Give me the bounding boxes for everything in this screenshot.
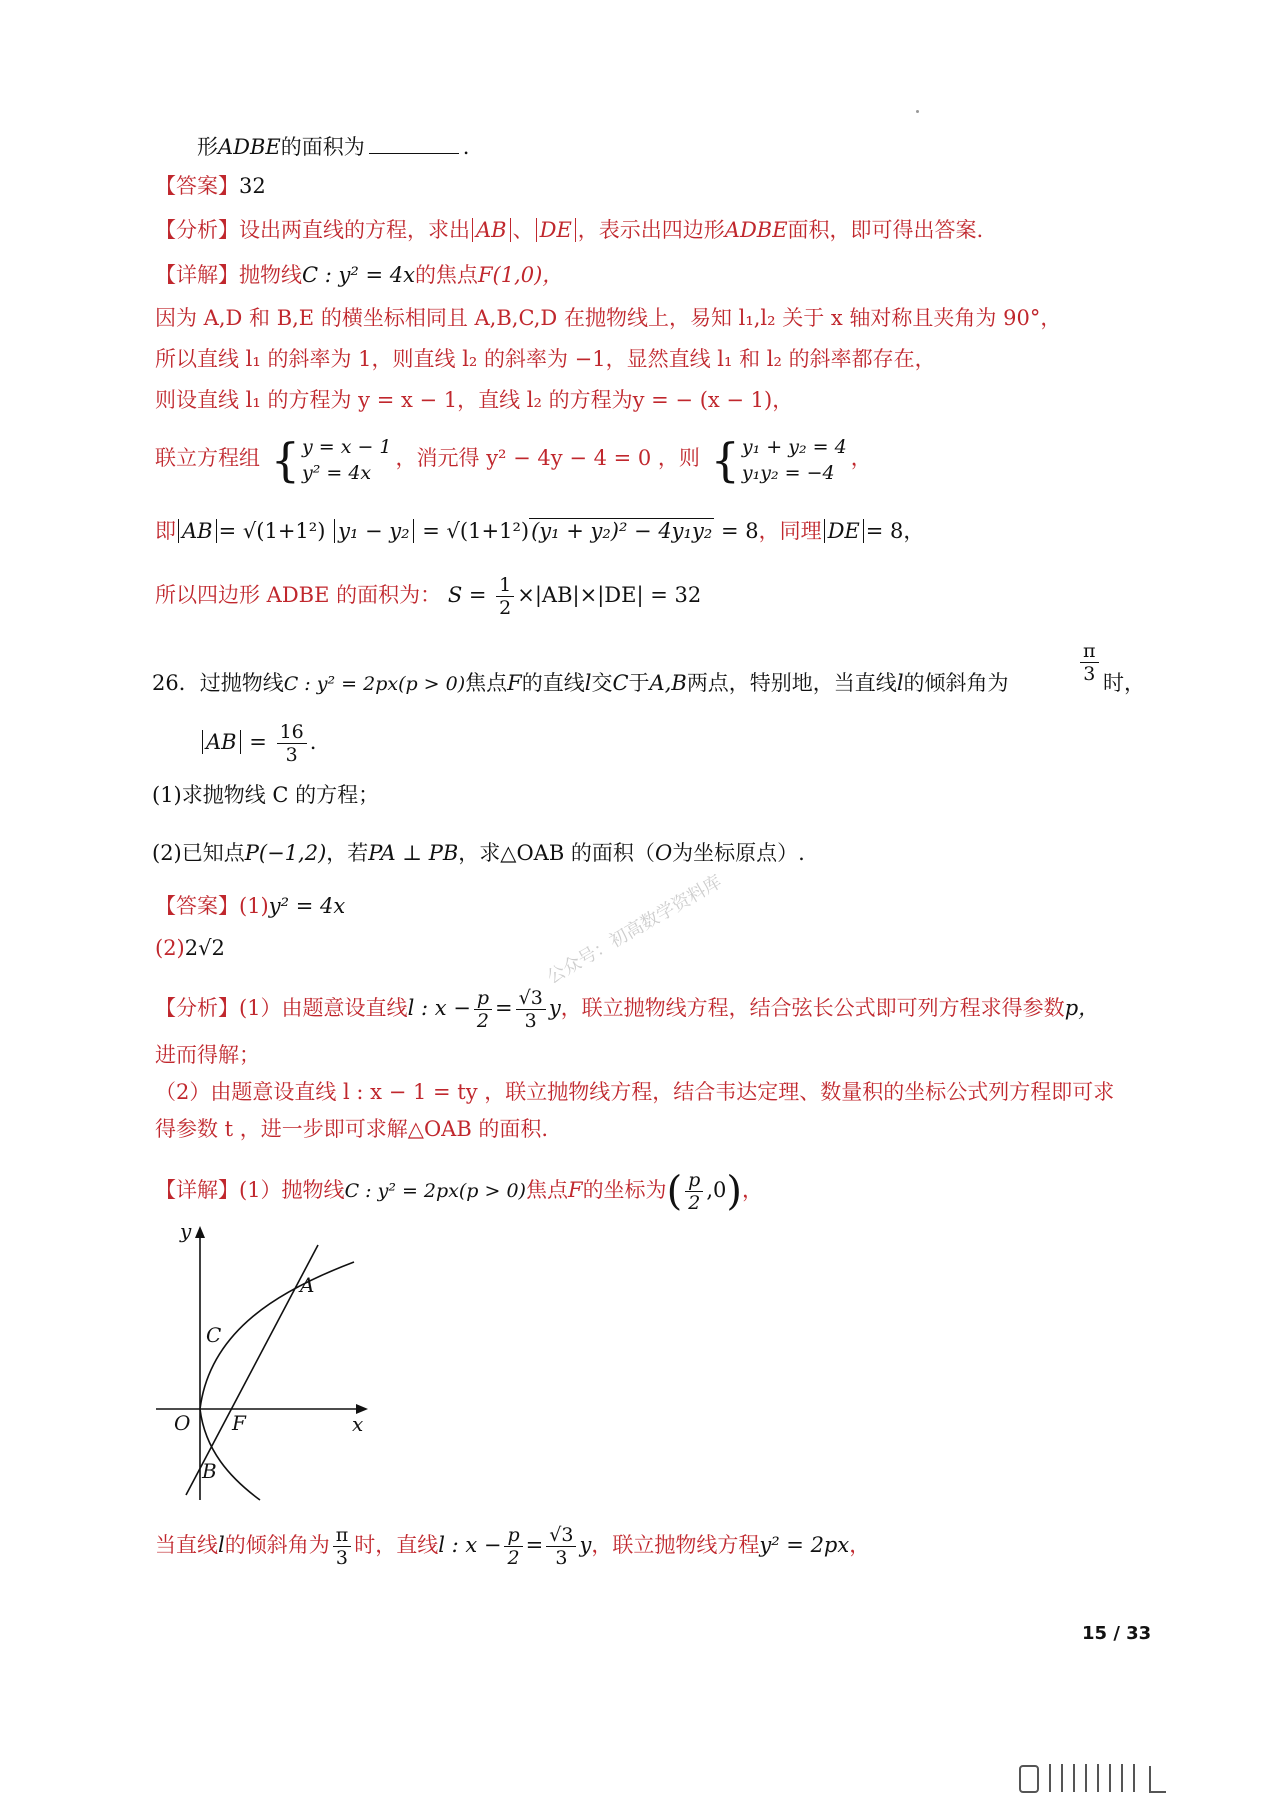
question-26-part-1: (1)求抛物线 C 的方程；: [152, 783, 380, 807]
fraction-p-over-2: $\frac{p}{2}$: [685, 1169, 703, 1214]
parabola-figure: [150, 1220, 380, 1510]
brace-symbol: {: [270, 432, 300, 487]
answer-2-part-1: 【答案】(1)y² = 4x: [155, 894, 346, 918]
brace-symbol: {: [710, 432, 740, 487]
answer-2-part-2: (2)2√2: [155, 936, 225, 960]
parabola-curve: [200, 1262, 354, 1500]
point-b-label: B: [202, 1459, 217, 1483]
left-paren: (: [666, 1168, 683, 1215]
detail-1-line-4: 则设直线 l₁ 的方程为 y = x − 1，直线 l₂ 的方程为y = − (x − 1)，: [155, 388, 794, 412]
detail-1-line-3: 所以直线 l₁ 的斜率为 1，则直线 l₂ 的斜率为 −1，显然直线 l₁ 和 l₂ 的斜率都存在，: [155, 347, 936, 371]
fraction-sqrt3-over-3: $\frac{√3}{3}$: [546, 1524, 576, 1569]
point-a-label: A: [300, 1273, 315, 1297]
analysis-1: 【分析】设出两直线的方程，求出 AB 、 DE ，表示出四边形ADBE面积，即可得出答案.: [155, 218, 984, 242]
question-26-time: 时，: [1103, 671, 1145, 695]
question-26-length: AB = $\frac{16}{3}$ .: [200, 712, 316, 772]
equation-system-1: { y = x − 1 y² = 4x: [270, 432, 392, 487]
watermark: 公众号：初高数学资料库: [543, 871, 726, 989]
fraction-p-over-2: $\frac{p}{2}$: [504, 1524, 522, 1569]
analysis-2-line-1: 【分析】(1）由题意设直线l : x − $\frac{p}{2}$ = $\frac{√3}{3}$ y，联立抛物线方程，结合弦长公式即可列方程求得参数p，: [155, 987, 1100, 1032]
detail-1-system: 联立方程组 { y = x − 1 y² = 4x ，消元得 y² − 4y − 4 = 0 ，则 { y₁ + y₂ = 4 y₁y₂ = −4 ，: [155, 432, 872, 487]
right-paren: ): [726, 1168, 742, 1215]
line-ab: [186, 1245, 318, 1495]
question-26: 26．过抛物线C : y² = 2px(p > 0)焦点F的直线l交C于A,B两点，特别地，当直线l的倾斜角为: [152, 671, 1009, 695]
y-axis-label: y: [180, 1220, 192, 1243]
fraction-pi-over-3: $\frac{\pi}{3}$: [1080, 640, 1099, 685]
fraction-half: $\frac{1}{2}$: [496, 574, 514, 619]
equation-system-2: { y₁ + y₂ = 4 y₁y₂ = −4: [710, 432, 847, 487]
origin-label: O: [174, 1411, 191, 1435]
question-26-part-2: (2)已知点P(−1,2)，若PA ⊥ PB，求△OAB 的面积（O为坐标原点）.: [152, 841, 805, 865]
page-number: 15 / 33: [1082, 1623, 1152, 1644]
fraction-p-over-2: $\frac{p}{2}$: [474, 987, 492, 1032]
detail-1-length: 即 AB = √(1+1²) y₁ − y₂ = √(1+1²)(y₁ + y₂)² − 4y₁y₂ = 8，同理 DE = 8，: [155, 519, 925, 543]
detail-1-line-1: 【详解】抛物线C : y² = 4x的焦点F(1,0)，: [155, 263, 564, 287]
fraction-sqrt3-over-3: $\frac{√3}{3}$: [516, 987, 546, 1032]
speck: [916, 110, 919, 113]
curve-c-label: C: [206, 1323, 222, 1347]
fraction-pi-over-3: $\frac{\pi}{3}$: [333, 1524, 352, 1569]
analysis-2-line-4: 得参数 t ，进一步即可求解△OAB 的面积.: [155, 1117, 549, 1141]
barcode-mark-icon: [1010, 1758, 1260, 1798]
analysis-2-line-2: 进而得解；: [155, 1043, 260, 1067]
detail-1-line-2: 因为 A,D 和 B,E 的横坐标相同且 A,B,C,D 在抛物线上，易知 l₁,l₂ 关于 x 轴对称且夹角为 90°，: [155, 306, 1062, 330]
answer-blank: [369, 133, 459, 154]
x-axis-label: x: [352, 1412, 364, 1436]
fraction-16-3: $\frac{16}{3}$: [277, 721, 307, 766]
detail-2-last-line: 当直线l的倾斜角为 $\frac{\pi}{3}$ 时，直线l : x − $\frac{p}{2}$ = $\frac{√3}{3}$ y，联立抛物线方程y² = 2px，: [155, 1524, 871, 1569]
y-axis-arrow-icon: [195, 1226, 205, 1238]
detail-1-area: 所以四边形 ADBE 的面积为： S = $\frac{1}{2}$ ×|AB|×|DE| = 32: [155, 574, 702, 619]
analysis-2-line-3: （2）由题意设直线 l : x − 1 = ty ，联立抛物线方程，结合韦达定理、数量积的坐标公式列方程即可求: [155, 1080, 1115, 1104]
focus-label: F: [232, 1411, 246, 1435]
detail-2-line-1: 【详解】(1）抛物线C : y² = 2px(p > 0)焦点F的坐标为( $\frac{p}{2}$ ,0)，: [155, 1168, 763, 1215]
answer-1: 【答案】32: [155, 174, 266, 198]
question-tail: 形ADBE的面积为 .: [197, 135, 470, 159]
